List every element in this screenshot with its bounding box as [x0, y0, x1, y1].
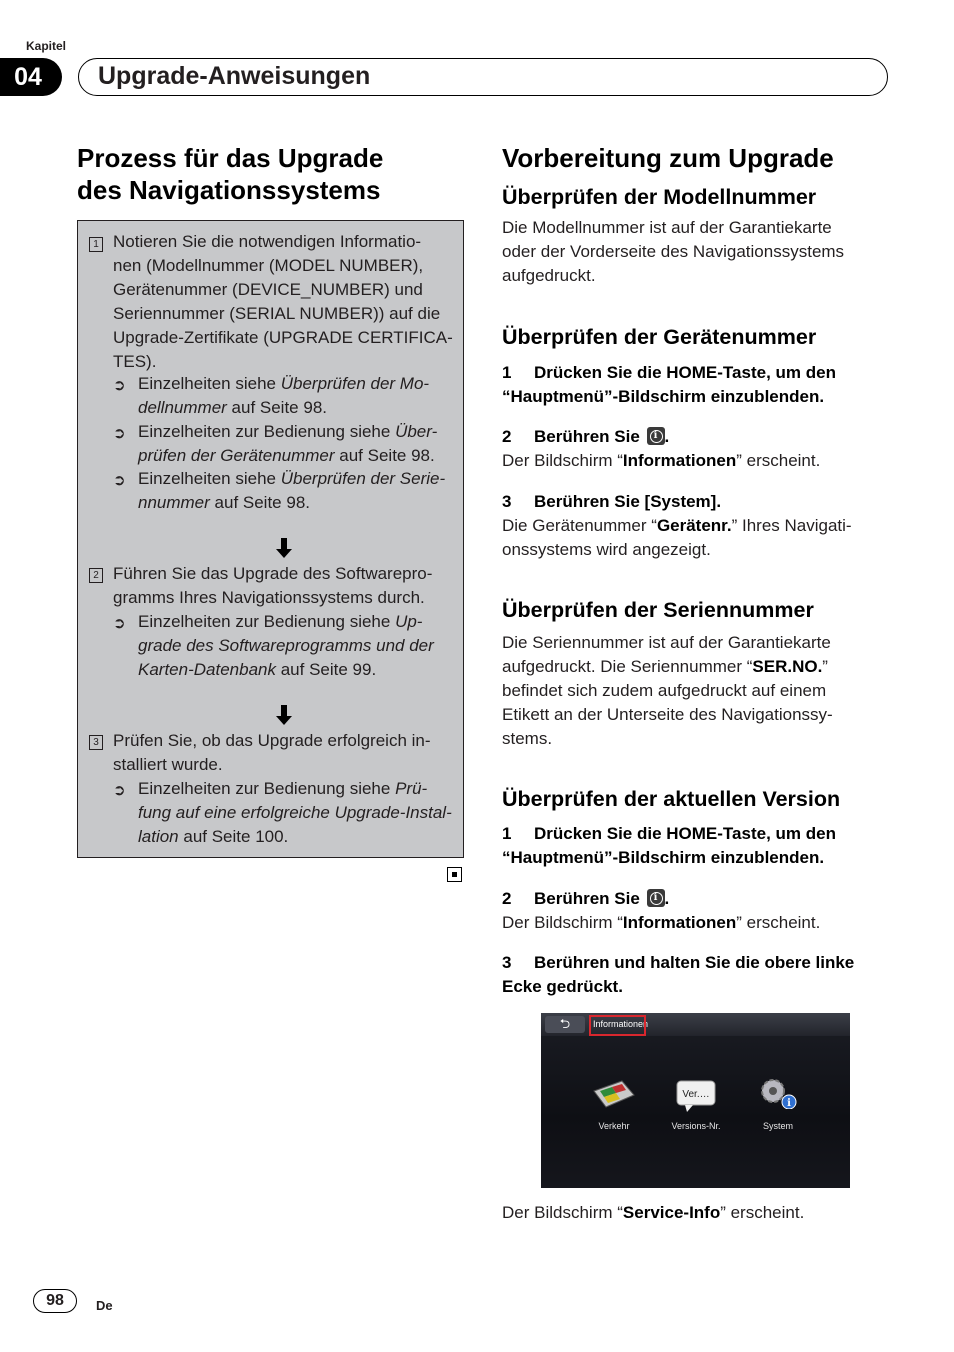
right-section-title: Vorbereitung zum Upgrade	[502, 143, 834, 173]
version-step-3: 3 Berühren und halten Sie die obere linke Ecke gedrückt.	[502, 953, 855, 996]
language-code: De	[96, 1298, 113, 1313]
screen-icon-label: System	[762, 1121, 793, 1131]
down-arrow-icon	[275, 705, 293, 727]
device-number-heading: Überprüfen der Gerätenummer	[502, 325, 817, 349]
step-1-line: Gerätenummer (DEVICE_NUMBER) und	[113, 280, 423, 299]
device-step-2-result: Der Bildschirm “Informationen” erscheint.	[502, 451, 821, 470]
step-number-box: 3	[89, 735, 103, 750]
version-step-2: 2 Berühren Sie i .	[502, 889, 670, 908]
version-heading: Überprüfen der aktuellen Version	[502, 787, 841, 811]
upgrade-process-box	[77, 220, 464, 858]
step-1-line: nen (Modellnummer (MODEL NUMBER),	[113, 256, 424, 275]
version-step-2-result: Der Bildschirm “Informationen” erscheint.	[502, 913, 821, 932]
left-title-line2: des Navigationssystems	[77, 175, 381, 205]
information-screen-image	[541, 1013, 850, 1188]
reference-link[interactable]: Einzelheiten siehe Überprüfen der Mo- dellnummer auf Seite 98.	[138, 374, 430, 417]
reference-link[interactable]: Einzelheiten siehe Überprüfen der Serie- nnummer auf Seite 98.	[138, 469, 446, 512]
step-number-box: 2	[89, 568, 103, 583]
reference-arrow-icon: ➲	[113, 377, 126, 394]
screen-title-bar	[541, 1013, 850, 1036]
step-1-line: TES).	[113, 352, 157, 371]
device-step-3-result: Die Gerätenummer “Gerätenr.” Ihres Navigati- onssystems wird angezeigt.	[502, 516, 852, 559]
step-number-box: 1	[89, 237, 103, 252]
step-1-text	[113, 230, 458, 374]
version-icon-text: Ver.…	[682, 1089, 710, 1100]
reference-link[interactable]: Einzelheiten zur Bedienung siehe Über- prüfen der Gerätenummer auf Seite 98.	[138, 422, 438, 465]
left-title-line1: Prozess für das Upgrade	[77, 143, 384, 173]
service-info-result: Der Bildschirm “Service-Info” erscheint.	[502, 1203, 805, 1222]
left-section-title	[77, 142, 383, 206]
chapter-number: 04	[0, 58, 62, 96]
reference-arrow-icon: ➲	[113, 782, 126, 799]
screen-icon-label: Versions-Nr.	[671, 1121, 721, 1131]
step-1-line: Notieren Sie die notwendigen Informatio-	[113, 232, 422, 251]
step-2-text: Führen Sie das Upgrade des Softwarepro- gramms Ihres Navigationssystems durch.	[113, 564, 433, 607]
version-number-icon[interactable]	[675, 1079, 719, 1113]
reference-arrow-icon: ➲	[113, 615, 126, 632]
serial-number-heading: Überprüfen der Seriennummer	[502, 598, 814, 622]
touch-highlight-frame	[589, 1015, 649, 1036]
step-1-line: Seriennummer (SERIAL NUMBER)) auf die	[113, 304, 441, 323]
device-step-2: 2 Berühren Sie i .	[502, 427, 670, 446]
reference-arrow-icon: ➲	[113, 472, 126, 489]
svg-text:i: i	[787, 1098, 791, 1109]
back-icon[interactable]: ⮌	[545, 1016, 585, 1033]
chapter-title: Upgrade-Anweisungen	[98, 62, 371, 90]
traffic-icon[interactable]	[592, 1077, 636, 1111]
version-step-1: 1 Drücken Sie die HOME-Taste, um den “Hauptmenü”-Bildschirm einzublenden.	[502, 824, 836, 867]
reference-arrow-icon: ➲	[113, 425, 126, 442]
section-end-marker	[447, 867, 462, 882]
info-icon[interactable]: i	[647, 889, 665, 907]
down-arrow-icon	[275, 538, 293, 560]
step-3-text: Prüfen Sie, ob das Upgrade erfolgreich in- stalliert wurde.	[113, 731, 431, 774]
page-number: 98	[33, 1289, 77, 1313]
chapter-label: Kapitel	[26, 39, 67, 53]
serial-number-text: Die Seriennummer ist auf der Garantiekarte aufgedruckt. Die Seriennummer “SER.NO.” befindet sich zudem aufgedruckt auf einem Etikett an der Unterseite des Navigationssy- stems.	[502, 633, 833, 748]
system-gear-icon[interactable]	[755, 1075, 799, 1109]
reference-link[interactable]: Einzelheiten zur Bedienung siehe Up- grade des Softwareprogramms und der Karten-Datenbank auf Seite 99.	[138, 612, 434, 679]
screen-icon-label: Verkehr	[598, 1121, 630, 1131]
step-1-line: Upgrade-Zertifikate (UPGRADE CERTIFICA-	[113, 328, 453, 347]
device-step-1: 1 Drücken Sie die HOME-Taste, um den “Hauptmenü”-Bildschirm einzublenden.	[502, 363, 836, 406]
reference-link[interactable]: Einzelheiten zur Bedienung siehe Prü- fung auf eine erfolgreiche Upgrade-Instal- lation auf Seite 100.	[138, 779, 452, 846]
info-icon[interactable]: i	[647, 427, 665, 445]
model-number-heading: Überprüfen der Modellnummer	[502, 185, 817, 209]
model-number-text: Die Modellnummer ist auf der Garantiekarte oder der Vorderseite des Navigationssystems aufgedruckt.	[502, 218, 845, 285]
screen-title[interactable]: Informationen	[593, 1019, 649, 1029]
device-step-3: 3 Berühren Sie [System].	[502, 492, 722, 511]
